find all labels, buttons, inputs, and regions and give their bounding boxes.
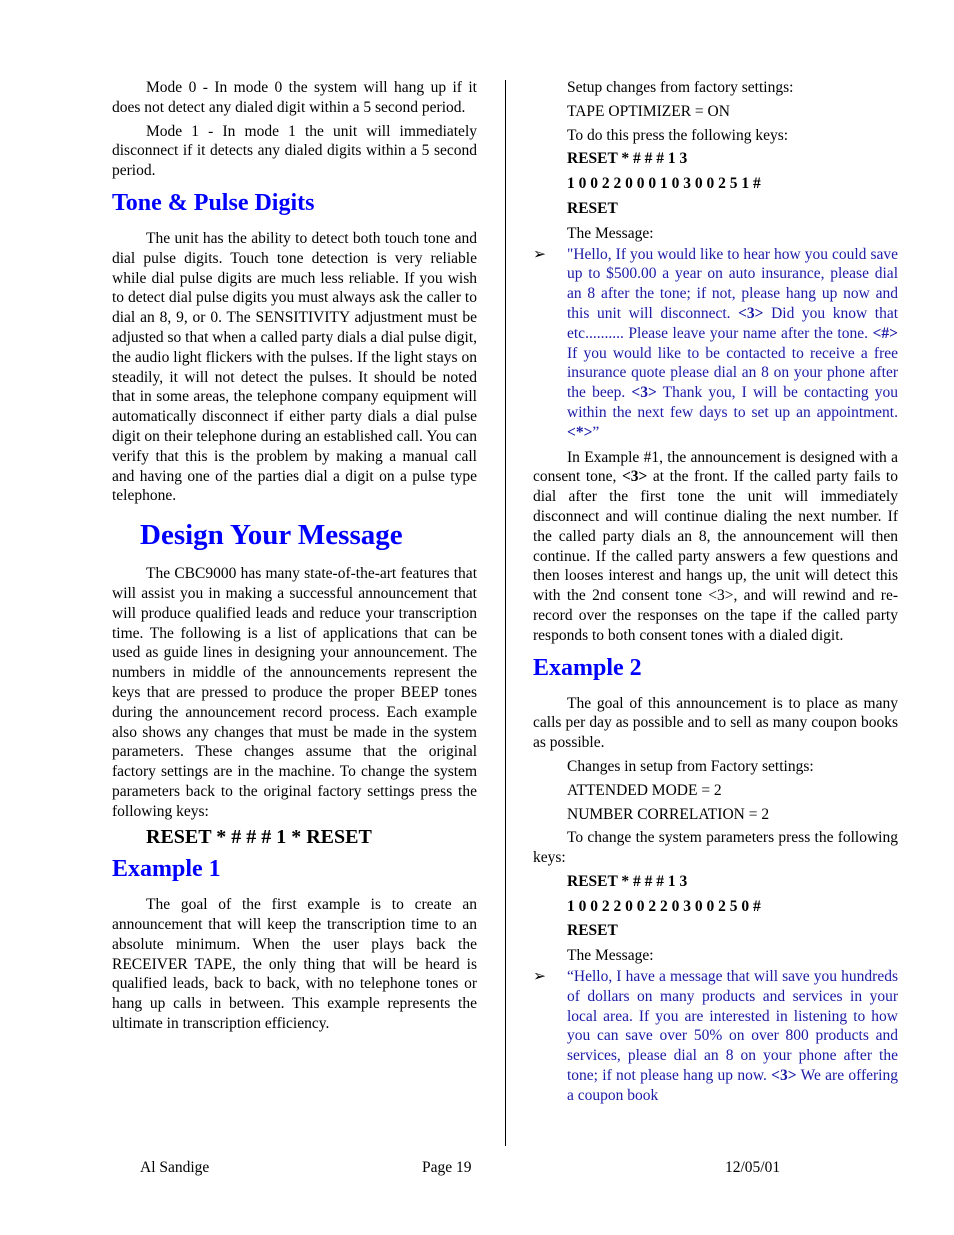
message-2: ➢ “Hello, I have a message that will save you hundreds of dollars on many products and services in your local area. If you are interested in listening to how you can save over 50% on over 800 products and services, please dial an 8 on your phone after the tone; if not please hang up now. <3> We are offering a coupon book (533, 968, 898, 1104)
press-keys-label: To do this press the following keys: (567, 126, 789, 144)
arrow-bullet-icon: ➢ (533, 245, 546, 263)
setup-changes-label: Setup changes from factory settings: (567, 79, 794, 96)
design-paragraph: The CBC9000 has many state-of-the-art features that will assist you in making a successful announcement that will produce qualified leads and reduce your transcription time. The following is a list of applications that can be used as guide lines in designing your announcement. The numbers in middle of the announcements represent the keys that are pressed to produce the proper BEEP tones during the announcement record process. Each example also shows any changes that must be made in the system parameters. These changes assume that the original factory settings are in the machine. To change the system parameters back to the original factory settings press the following keys: (112, 565, 477, 820)
design-message-heading: Design Your Message (140, 519, 403, 552)
footer-page-number: Page 19 (422, 1159, 472, 1176)
tone-pulse-paragraph: The unit has the ability to detect both touch tone and dial pulse digits. Touch tone detection is very reliable while dial pulse digits are much less reliable. If you wish to detect dial pulse digits you must always ask the caller to dial an 8, 9, or 0. The SENSITIVITY adjustment must be adjusted so that when a called party dials a dial pulse digit, the audio light flickers with the pulses. If the light stays on steadily, it will not detect the pulses. It should be noted that in some areas, the telephone company equipment will automatically disconnect if either party dials a dial pulse digit on their telephone during an established call. You can verify that this is the problem by making a manual call and having one of the parties dial a digit on a pulse type telephone. (112, 229, 478, 505)
example2-heading: Example 2 (533, 654, 642, 681)
factory-reset-keys: RESET * # # # 1 * RESET (146, 825, 372, 848)
to-change-label: To change the system parameters press the following keys: (533, 829, 898, 867)
changes-setup-label: Changes in setup from Factory settings: (567, 757, 814, 775)
example2-paragraph: The goal of this announcement is to place as many calls per day as possible and to sell as many coupon books as possible. (533, 694, 898, 752)
keys-line-2a: RESET * # # # 1 3 (567, 872, 688, 890)
attended-mode-setting: ATTENDED MODE = 2 (567, 781, 722, 799)
example1-paragraph: The goal of the first example is to create an announcement that will keep the transcription time to an absolute minimum. When the user plays back the RECEIVER TAPE, the only thing that will be heard is qualified leads, back to back, with no telephone tones or hang up calls in between. This example represents the ultimate in transcription efficiency. (112, 896, 477, 1033)
message-label-2: The Message: (567, 947, 654, 965)
keys-line-1b: 1 0 0 2 2 0 0 0 1 0 3 0 0 2 5 1 # (567, 175, 761, 193)
number-correlation-setting: NUMBER CORRELATION = 2 (567, 805, 770, 823)
column-divider (505, 80, 506, 1146)
arrow-bullet-icon: ➢ (533, 968, 546, 986)
message-label-1: The Message: (567, 224, 654, 242)
keys-line-1a: RESET * # # # 1 3 (567, 150, 688, 168)
example1-explanation: In Example #1, the announcement is designed with a consent tone, <3> at the front. If the called party fails to dial after the first tone the unit will immediately disconnect and will continue dialing the next number. If the called party dials an 8, the announcement will then continue. If the called party answers a few questions and then looses interest and hangs up, the unit will detect this with the 2nd consent tone <3>, and will rewind and re-record over the responses on the tape if the called party responds to both consent tones with a dialed digit. (533, 448, 898, 644)
message-1: ➢ "Hello, If you would like to hear how you could save up to $500.00 a year on auto insurance, please dial an 8 after the tone; if not, please hang up now and this unit will disconnect. <3> Did you know that etc.......... Please leave your name after the tone. <#> If you would like to be contacted to receive a free insurance quote please dial an 8 on your phone after the beep. <3> Thank you, I will be contacting you within the next few days to set up an appointment. <*>” (533, 245, 899, 441)
keys-line-1c: RESET (567, 199, 618, 217)
footer-date: 12/05/01 (725, 1159, 781, 1176)
example1-heading: Example 1 (112, 856, 221, 883)
left-column (112, 78, 477, 1038)
tone-pulse-heading: Tone & Pulse Digits (112, 189, 315, 216)
keys-line-2b: 1 0 0 2 2 0 0 2 2 0 3 0 0 2 5 0 # (567, 897, 761, 915)
mode1-paragraph: Mode 1 - In mode 1 the unit will immediately disconnect if it detects any dialed digits within a 5 second period. (112, 122, 477, 180)
keys-line-2c: RESET (567, 922, 618, 940)
right-column (533, 78, 898, 1111)
mode0-paragraph: Mode 0 - In mode 0 the system will hang up if it does not detect any dialed digit within a 5 second period. (112, 79, 477, 116)
tape-optimizer-setting: TAPE OPTIMIZER = ON (567, 102, 730, 120)
footer-author: Al Sandige (140, 1159, 210, 1176)
